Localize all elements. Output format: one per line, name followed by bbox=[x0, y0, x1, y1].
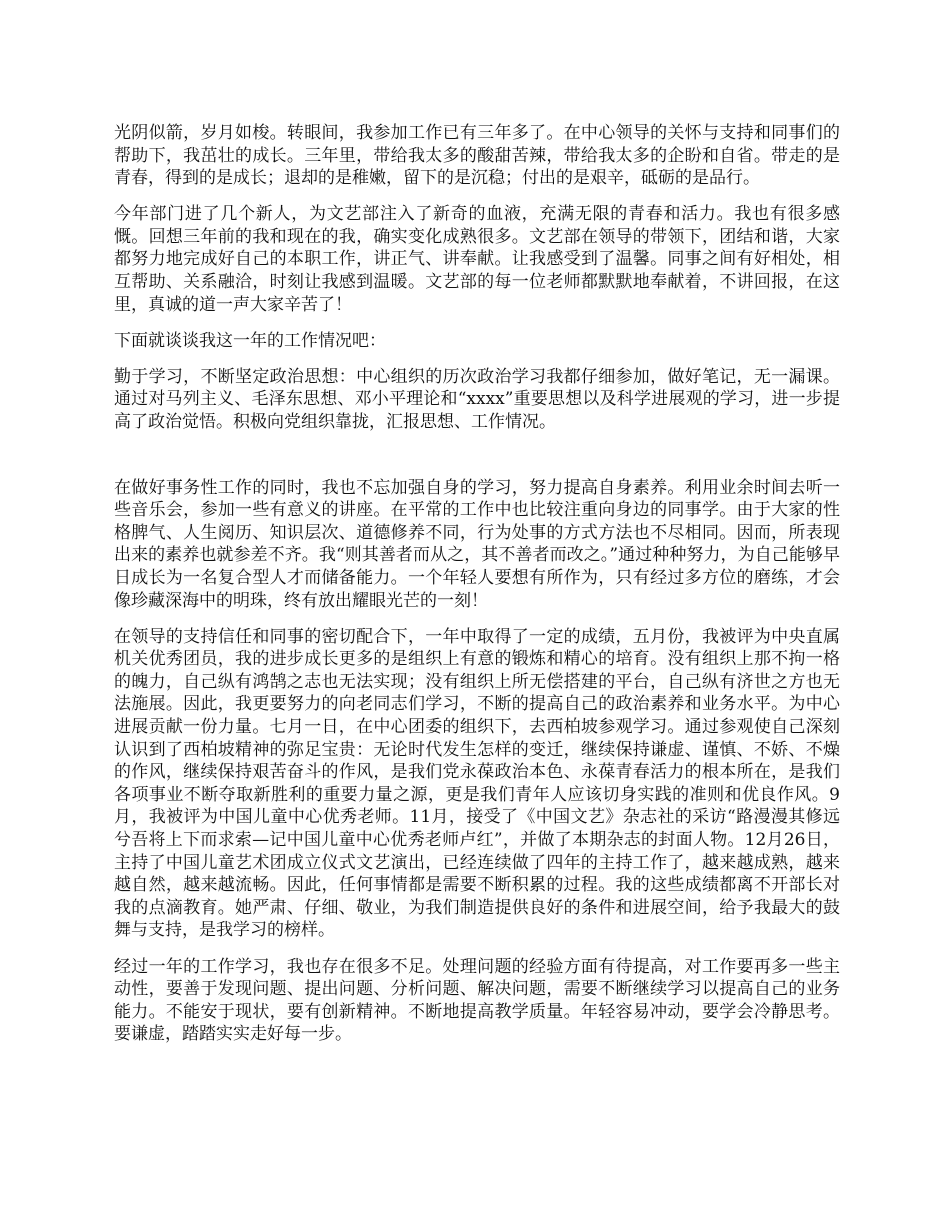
paragraph-department: 今年部门进了几个新人，为文艺部注入了新奇的血液，充满无限的青春和活力。我也有很多感慨。回想三年前的我和现在的我，确实变化成熟很多。文艺部在领导的带领下，团结和谐，大家都努力地完成好自己的本职工作，讲正气、讲奉献。让我感受到了温馨。同事之间有好相处，相互帮助、关系融洽，时刻让我感到温暖。文艺部的每一位老师都默默地奉献着，不讲回报，在这里，真诚的道一声大家辛苦了！ bbox=[114, 204, 840, 315]
paragraph-political-study: 勤于学习，不断坚定政治思想：中心组织的历次政治学习我都仔细参加，做好笔记，无一漏课。通过对马列主义、毛泽东思想、邓小平理论和“xxxx”重要思想以及科学进展观的学习，进一步提高了政治觉悟。积极向党组织靠拢，汇报思想、工作情况。 bbox=[114, 366, 840, 433]
paragraph-self-improvement: 在做好事务性工作的同时，我也不忘加强自身的学习，努力提高自身素养。利用业余时间去听一些音乐会，参加一些有意义的讲座。在平常的工作中也比较注重向身边的同事学。由于大家的性格脾气、人生阅历、知识层次、道德修养不同，行为处事的方式方法也不尽相同。因而，所表现出来的素养也就参差不齐。我“则其善者而从之，其不善者而改之。”通过种种努力，为自己能够早日成长为一名复合型人才而储备能力。一个年轻人要想有所作为，只有经过多方位的磨练，才会像珍藏深海中的明珠，终有放出耀眼光芒的一刻！ bbox=[114, 477, 840, 611]
document-body bbox=[114, 122, 840, 1059]
paragraph-transition: 下面就谈谈我这一年的工作情况吧： bbox=[114, 330, 386, 351]
paragraph-intro: 光阴似箭，岁月如梭。转眼间，我参加工作已有三年多了。在中心领导的关怀与支持和同事们的帮助下，我茁壮的成长。三年里，带给我太多的酸甜苦辣，带给我太多的企盼和自省。带走的是青春，得到的是成长；退却的是稚嫩，留下的是沉稳；付出的是艰辛，砥砺的是品行。 bbox=[114, 123, 840, 189]
paragraph-shortcomings: 经过一年的工作学习，我也存在很多不足。处理问题的经验方面有待提高，对工作要再多一些主动性，要善于发现问题、提出问题、分析问题、解决问题，需要不断继续学习以提高自己的业务能力。不能安于现状，要有创新精神。不断地提高教学质量。年轻容易冲动，要学会冷静思考。要谦虚，踏踏实实走好每一步。 bbox=[114, 956, 840, 1045]
paragraph-achievements: 在领导的支持信任和同事的密切配合下，一年中取得了一定的成绩，五月份，我被评为中央直属机关优秀团员，我的进步成长更多的是组织上有意的锻炼和精心的培育。没有组织上那不拘一格的魄力，自己纵有鸿鹄之志也无法实现；没有组织上所无偿搭建的平台，自己纵有济世之方也无法施展。因此，我更要努力的向老同志们学习，不断的提高自己的政治素养和业务水平。为中心进展贡献一份力量。七月一日，在中心团委的组织下，去西柏坡参观学习。通过参观使自己深刻认识到了西柏坡精神的弥足宝贵：无论时代发生怎样的变迁，继续保持谦虚、谨慎、不娇、不燥的作风，继续保持艰苦奋斗的作风，是我们党永葆政治本色、永葆青春活力的根本所在，是我们各项事业不断夺取新胜利的重要力量之源，更是我们青年人应该切身实践的准则和优良作风。9月，我被评为中国儿童中心优秀老师。11月，接受了《中国文艺》杂志社的采访“路漫漫其修远兮吾将上下而求索—记中国儿童中心优秀老师卢红”，并做了本期杂志的封面人物。12月26日，主持了中国儿童艺术团成立仪式文艺演出，已经连续做了四年的主持工作了，越来越成熟，越来越自然，越来越流畅。因此，任何事情都是需要不断积累的过程。我的这些成绩都离不开部长对我的点滴教育。她严肃、仔细、敬业，为我们制造提供良好的条件和进展空间，给予我最大的鼓舞与支持，是我学习的榜样。 bbox=[114, 626, 840, 941]
